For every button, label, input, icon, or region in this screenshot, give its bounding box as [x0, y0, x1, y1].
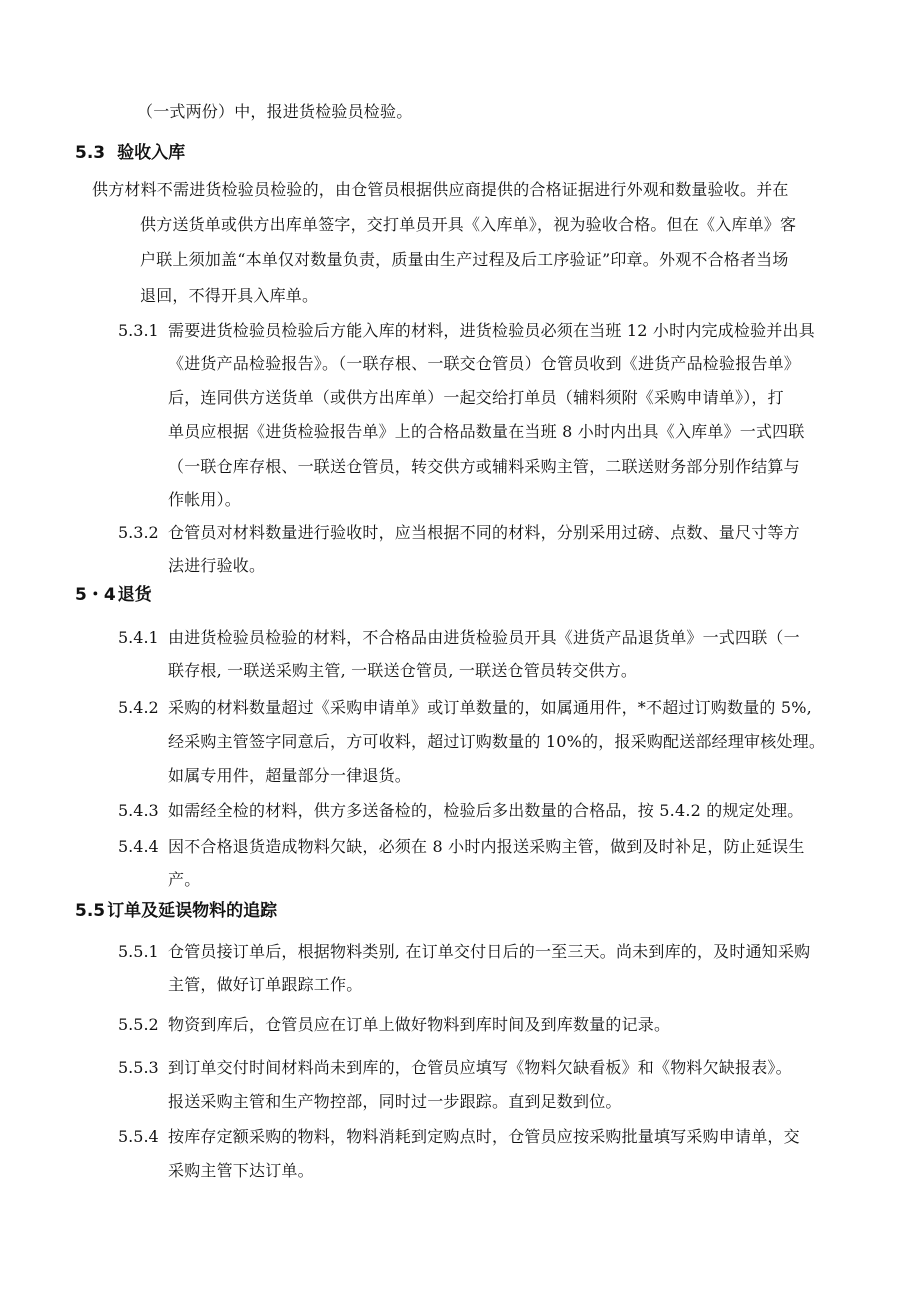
- clause-line: 《进货产品检验报告》。（一联存根、一联交仓管员）仓管员收到《进货产品检验报告单》: [168, 354, 801, 373]
- section-heading-5-5: [75, 900, 277, 922]
- clause-line: 采购的材料数量超过《采购申请单》或订单数量的，如属通用件，*不超过订购数量的 5%,: [168, 698, 812, 717]
- clause-number: 5.5.1: [118, 942, 159, 961]
- clause-line: 如需经全检的材料，供方多送备检的，检验后多出数量的合格品，按 5.4.2 的规定处理。: [168, 801, 804, 820]
- clause-line: 主管，做好订单跟踪工作。: [168, 975, 363, 994]
- section-heading-5-4: [75, 584, 152, 606]
- clause-number: 5.4.2: [118, 698, 159, 717]
- clause-line: 物资到库后，仓管员应在订单上做好物料到库时间及到库数量的记录。: [168, 1015, 671, 1034]
- clause-line: 需要进货检验员检验后方能入库的材料，进货检验员必须在当班 12 小时内完成检验并出具: [168, 321, 815, 340]
- clause-line: 联存根, 一联送采购主管, 一联送仓管员, 一联送仓管员转交供方。: [168, 661, 638, 680]
- clause-number: 5.4.3: [118, 801, 159, 820]
- clause-number: 5.5.2: [118, 1015, 159, 1034]
- clause-line: 单员应根据《进货检验报告单》上的合格品数量在当班 8 小时内出具《入库单》一式四联: [168, 422, 805, 441]
- paragraph-line: 供方材料不需进货检验员检验的，由仓管员根据供应商提供的合格证据进行外观和数量验收。并在: [92, 180, 789, 199]
- clause-number: 5.4.4: [118, 837, 159, 856]
- clause-line: 作帐用）。: [168, 490, 242, 509]
- clause-number: 5.5.4: [118, 1127, 159, 1146]
- paragraph-line: 供方送货单或供方出库单签字，交打单员开具《入库单》，视为验收合格。但在《入库单》客: [140, 215, 797, 234]
- clause-line: 法进行验收。: [168, 556, 266, 575]
- clause-line: 按库存定额采购的物料，物料消耗到定购点时，仓管员应按采购批量填写采购申请单，交: [168, 1127, 800, 1146]
- clause-line: 报送采购主管和生产物控部，同时过一步跟踪。直到足数到位。: [168, 1092, 622, 1111]
- clause-line: 如属专用件，超量部分一律退货。: [168, 766, 412, 785]
- section-number: 5.5: [75, 901, 106, 921]
- section-number: 5・4: [75, 585, 116, 605]
- clause-number: 5.4.1: [118, 628, 159, 647]
- section-heading-5-3: [75, 142, 185, 164]
- continuation-line: （一式两份）中，报进货检验员检验。: [137, 102, 413, 121]
- clause-line: 到订单交付时间材料尚未到库的，仓管员应填写《物料欠缺看板》和《物料欠缺报表》。: [168, 1058, 792, 1077]
- section-title: 退货: [117, 585, 152, 605]
- clause-line: 后，连同供方送货单（或供方出库单）一起交给打单员（辅料须附《采购申请单》），打: [168, 388, 784, 407]
- clause-number: 5.3.2: [118, 523, 159, 542]
- clause-line: 由进货检验员检验的材料，不合格品由进货检验员开具《进货产品退货单》一式四联（一: [168, 628, 800, 647]
- clause-line: 仓管员对材料数量进行验收时，应当根据不同的材料，分别采用过磅、点数、量尺寸等方: [168, 523, 800, 542]
- clause-number: 5.3.1: [118, 321, 159, 340]
- paragraph-line: 退回，不得开具入库单。: [140, 286, 319, 305]
- clause-line: 产。: [168, 870, 201, 889]
- clause-line: （一联仓库存根、一联送仓管员，转交供方或辅料采购主管，二联送财务部分别作结算与: [168, 457, 800, 476]
- section-number: 5.3: [75, 143, 106, 163]
- clause-line: 采购主管下达订单。: [168, 1161, 314, 1180]
- paragraph-line: 户联上须加盖“本单仅对数量负责，质量由生产过程及后工序验证”印章。外观不合格者当场: [140, 250, 789, 269]
- section-title: 验收入库: [117, 143, 186, 163]
- clause-line: 经采购主管签字同意后，方可收料，超过订购数量的 10%的，报采购配送部经理审核处理。: [168, 732, 826, 751]
- clause-line: 仓管员接订单后，根据物料类别, 在订单交付日后的一至三天。尚未到库的，及时通知采购: [168, 942, 811, 961]
- clause-number: 5.5.3: [118, 1058, 159, 1077]
- clause-line: 因不合格退货造成物料欠缺，必须在 8 小时内报送采购主管，做到及时补足，防止延误生: [168, 837, 805, 856]
- section-title: 订单及延误物料的追踪: [107, 901, 278, 921]
